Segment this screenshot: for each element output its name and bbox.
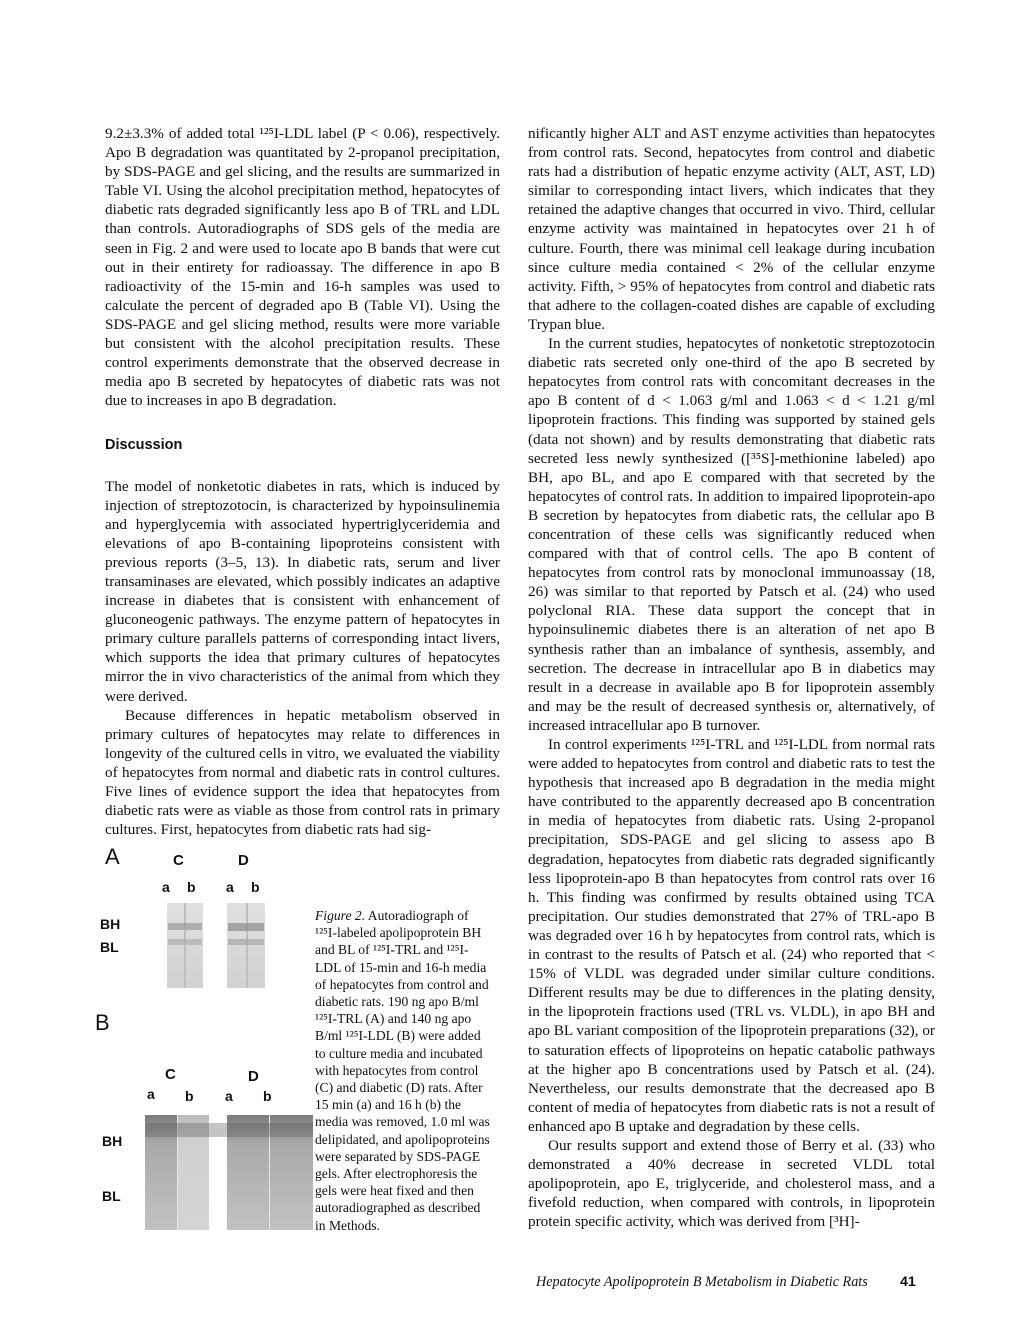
bh-label: BH xyxy=(102,1133,123,1149)
gel-panel-a xyxy=(160,903,280,988)
running-title: Hepatocyte Apolipoprotein B Metabolism in Diabetic Rats xyxy=(536,1274,868,1290)
caption-text: Autoradiograph of ¹²⁵I-labeled apolipoprotein BH and BL of ¹²⁵I-TRL and ¹²⁵I-LDL of 15-min and 16-h media of hepatocytes from control and diabetic rats. 190 ng apo B/ml ¹²⁵I-TRL (A) and 140 ng apo B/ml ¹²⁵I-LDL (B) were added to culture media and incubated with hepatocytes from control (C) and diabetic (D) rats. After 15 min (a) and 16 h (b) the media was removed, 1.0 ml was delipidated, and apolipoproteins were separated by SDS-PAGE gels. After electrophoresis the gels were heat fixed and then autoradiographed as described in Methods. xyxy=(315,908,490,1233)
lane-a-label: a xyxy=(225,1088,233,1104)
bl-label: BL xyxy=(102,1188,121,1204)
diabetic-label: D xyxy=(238,852,249,869)
lane-a-label: a xyxy=(226,879,234,895)
lane-b-label: b xyxy=(187,879,196,895)
bl-label: BL xyxy=(100,939,119,955)
diabetic-label: D xyxy=(248,1068,259,1085)
page-footer xyxy=(536,1274,936,1291)
caption-title: Figure 2. xyxy=(315,908,366,923)
paragraph: 9.2±3.3% of added total ¹²⁵I-LDL label (P < 0.06), respectively. Apo B degradation was quantitated by 2-propanol precipitation, by SDS-PAGE and gel slicing, and the results are summarized in Table VI. Using the alcohol precipitation method, hepatocytes of diabetic rats degraded significantly less apo B of TRL and LDL than controls. Autoradiographs of SDS gels of the media are seen in Fig. 2 and were used to locate apo B bands that were cut out in their entirety for radioassay. The difference in apo B radioactivity of the 15-min and 16-h samples was used to calculate the percent of degraded apo B (Table VI). Using the SDS-PAGE and gel slicing method, results were more variable but consistent with the alcohol precipitation results. These control experiments demonstrate that the observed decrease in media apo B secreted by hepatocytes of diabetic rats was not due to increases in apo B degradation. xyxy=(105,125,500,410)
bh-label: BH xyxy=(100,916,121,932)
control-label: C xyxy=(165,1066,176,1083)
figure-caption xyxy=(315,907,493,1234)
lane-b-label: b xyxy=(185,1088,194,1104)
panel-a-label: A xyxy=(105,844,120,869)
paragraph: Because differences in hepatic metabolism observed in primary cultures of hepatocytes may relate to differences in longevity of the cultured cells in vitro, we evaluated the viability of hepatocytes from normal and diabetic rats in control cultures. Five lines of evidence support the idea that hepatocytes from diabetic rats were as viable as those from control rats in primary cultures. First, hepatocytes from diabetic rats had sig- xyxy=(105,706,500,839)
paragraph: In the current studies, hepatocytes of nonketotic streptozotocin diabetic rats secreted only one-third of the apo B secreted by hepatocytes from control rats with concomitant decreases in the apo B content of d < 1.063 g/ml and 1.063 < d < 1.21 g/ml lipoprotein fractions. This finding was supported by stained gels (data not shown) and by results demonstrating that diabetic rats secreted less newly synthesized ([³⁵S]-methionine labeled) apo BH, apo BL, and apo E compared with that secreted by the hepatocytes of control rats. In addition to impaired lipoprotein-apo B secretion by hepatocytes from diabetic rats, the cellular apo B concentration of these cells was significantly reduced when compared with that of control cells. The apo B content of hepatocytes from control rats by monoclonal immunoassay (18, 26) was similar to that reported by Patsch et al. (24) who used polyclonal RIA. These data support the concept that in hypoinsulinemic diabetes there is an alteration of net apo B synthesis rather than an imbalance of synthesis, assembly, and secretion. The decrease in intracellular apo B in diabetics may result in a decrease in available apo B for lipoprotein assembly and may be the result of decreased synthesis or, alternatively, of increased intracellular apo B turnover. xyxy=(528,335,935,734)
paragraph: The model of nonketotic diabetes in rats, which is induced by injection of streptozotocin, is characterized by hypoinsulinemia and hyperglycemia with associated hypertriglyceridemia and elevations of apo B-containing lipoproteins consistent with previous reports (3–5, 13). In diabetic rats, serum and liver transaminases are elevated, which possibly indicates an adaptive increase in diabetes that is consistent with enhancement of gluconeogenic pathways. The enzyme pattern of hepatocytes in primary culture parallels patterns of corresponding intact livers, which supports the idea that primary cultures of hepatocytes mirror the in vivo characteristics of the animal from which they were derived. xyxy=(105,477,500,705)
gel-panel-b xyxy=(145,1115,313,1230)
paragraph: Our results support and extend those of Berry et al. (33) who demonstrated a 40% decrease in secreted VLDL total apolipoprotein, apo E, triglyceride, and cholesterol mass, and a fivefold reduction, when compared with controls, in lipoprotein protein specific activity, which was derived from [³H]- xyxy=(528,1136,935,1231)
right-column xyxy=(528,124,935,1231)
lane-b-label: b xyxy=(263,1088,272,1104)
section-heading: Discussion xyxy=(105,437,183,454)
page-number: 41 xyxy=(900,1274,916,1290)
paragraph: nificantly higher ALT and AST enzyme activities than hepatocytes from control rats. Second, hepatocytes from control and diabetic rats had a distribution of hepatic enzyme activity (ALT, AST, LD) similar to corresponding intact livers, which indicates that they retained the adaptive changes that occurred in vivo. Third, cellular enzyme activity was maintained in hepatocytes over 21 h of culture. Fourth, there was minimal cell leakage during incubation since culture media contained < 2% of the cellular enzyme activity. Fifth, > 95% of hepatocytes from control and diabetic rats that adhere to the collagen-coated dishes are capable of excluding Trypan blue. xyxy=(528,125,935,333)
control-label: C xyxy=(173,852,184,869)
paragraph: In control experiments ¹²⁵I-TRL and ¹²⁵I-LDL from normal rats were added to hepatocytes from control and diabetic rats to test the hypothesis that increased apo B degradation in the media might have contributed to the apparently decreased apo B concentration in media of hepatocytes from diabetic rats. Using 2-propanol precipitation, SDS-PAGE and gel slicing to assess apo B degradation, hepatocytes from diabetic rats degraded significantly less lipoprotein-apo B than hepatocytes from control rats over 16 h. This finding was confirmed by results obtained using TCA precipitation. Our studies demonstrated that 27% of TRL-apo B was degraded over 16 h by hepatocytes from control rats, which is in contrast to the results of Patsch et al. (24) who reported that < 15% of VLDL was degraded under similar culture conditions. Different results may be due to differences in the plating density, in the lipoprotein fractions used (TRL vs. VLDL), in apo BH and apo BL variant composition of the lipoprotein preparations (32), or to saturation effects of lipoproteins on hepatic catabolic pathways at the higher apo B concentrations used by Patsch et al. (24). Nevertheless, our results demonstrate that the decreased apo B content of media of hepatocytes from diabetic rats is not a result of enhanced apo B uptake and degradation by these cells. xyxy=(528,736,935,1135)
figure-2-autoradiograph xyxy=(95,830,305,1230)
panel-b-label: B xyxy=(95,1010,110,1035)
left-column xyxy=(105,124,500,839)
lane-a-label: a xyxy=(162,879,170,895)
lane-b-label: b xyxy=(251,879,260,895)
lane-a-label: a xyxy=(147,1086,155,1102)
